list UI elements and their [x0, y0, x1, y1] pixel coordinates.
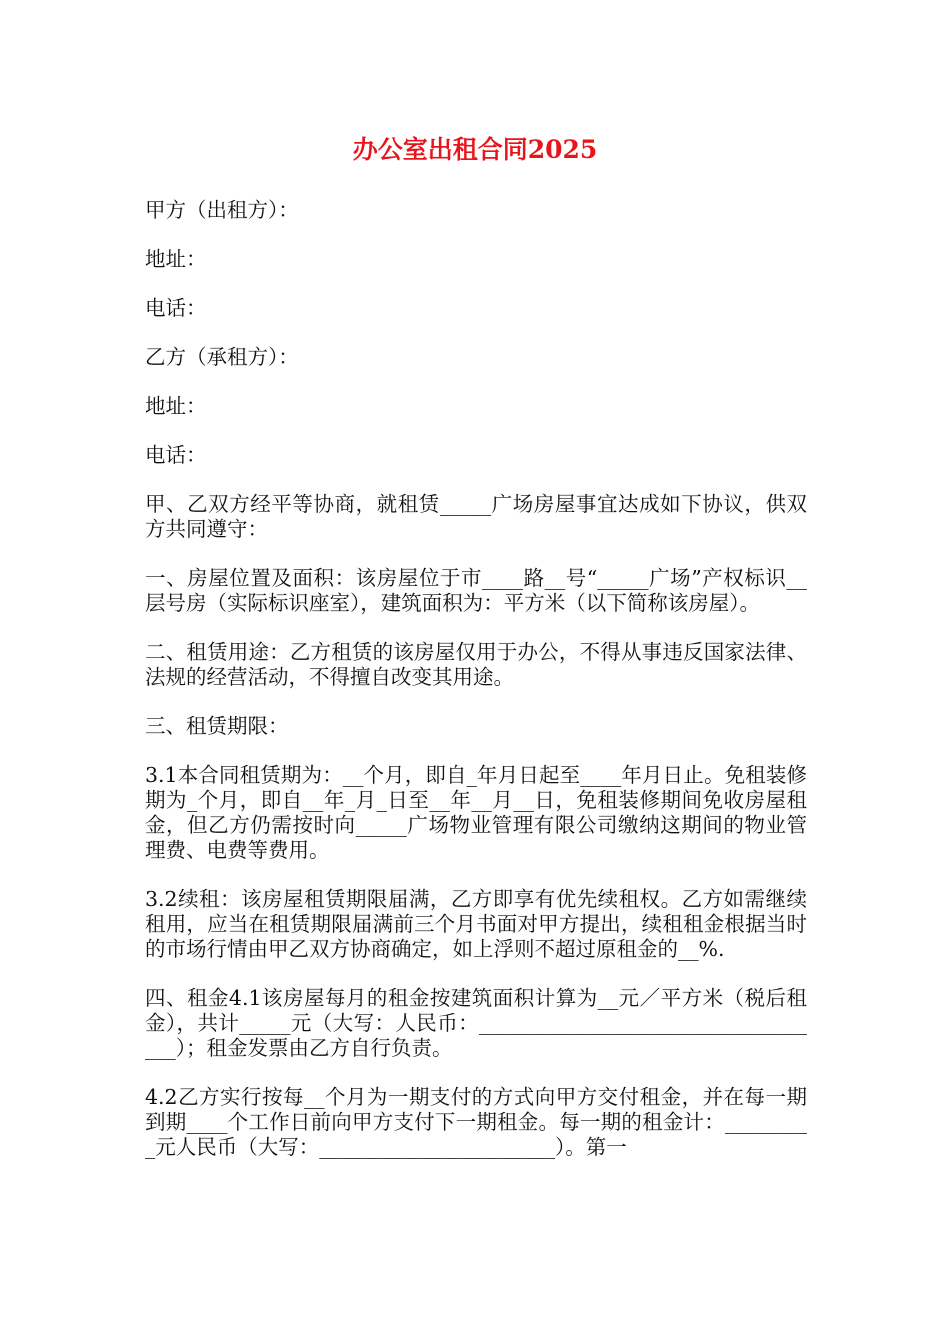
party-a-address: 地址：	[145, 247, 207, 271]
clause-3-2-renewal: 3.2续租：该房屋租赁期限届满，乙方即享有优先续租权。乙方如需继续租用，应当在租赁期限届满前三个月书面对甲方提出，续租租金根据当时的市场行情由甲乙双方协商确定，如上浮则不超过原租金的__%.	[145, 887, 807, 961]
party-b-label: 乙方（承租方）：	[145, 345, 299, 369]
preamble-paragraph: 甲、乙双方经平等协商，就租赁_____广场房屋事宜达成如下协议，供双方共同遵守：	[145, 492, 807, 541]
party-a-label: 甲方（出租方）：	[145, 198, 299, 222]
document-body	[145, 198, 807, 1184]
clause-2-usage: 二、租赁用途：乙方租赁的该房屋仅用于办公，不得从事违反国家法律、法规的经营活动，不得擅自改变其用途。	[145, 640, 807, 689]
clause-3-heading: 三、租赁期限：	[145, 714, 289, 738]
clause-1-location-area: 一、房屋位置及面积：该房屋位于市____路__号“_____广场”产权标识__层号房（实际标识座室），建筑面积为：平方米（以下简称该房屋）。	[145, 566, 807, 615]
clause-4-2-payment: 4.2乙方实行按每__个月为一期支付的方式向甲方交付租金，并在每一期到期____个工作日前向甲方支付下一期租金。每一期的租金计：_________元人民币（大写：_______________________）。第一	[145, 1085, 807, 1159]
party-b-phone: 电话：	[145, 443, 207, 467]
document-title: 办公室出租合同2025	[352, 135, 598, 164]
party-b-address: 地址：	[145, 394, 207, 418]
clause-4-1-rent: 四、租金4.1该房屋每月的租金按建筑面积计算为__元／平方米（税后租金），共计_____元（大写：人民币：___________________________________）；租金发票由乙方自行负责。	[145, 986, 807, 1060]
clause-3-1-term: 3.1本合同租赁期为：__个月，即自_年月日起至____年月日止。免租装修期为_个月，即自__年_月_日至__年__月__日，免租装修期间免收房屋租金，但乙方仍需按时向_____广场物业管理有限公司缴纳这期间的物业管理费、电费等费用。	[145, 763, 807, 862]
party-a-phone: 电话：	[145, 296, 207, 320]
